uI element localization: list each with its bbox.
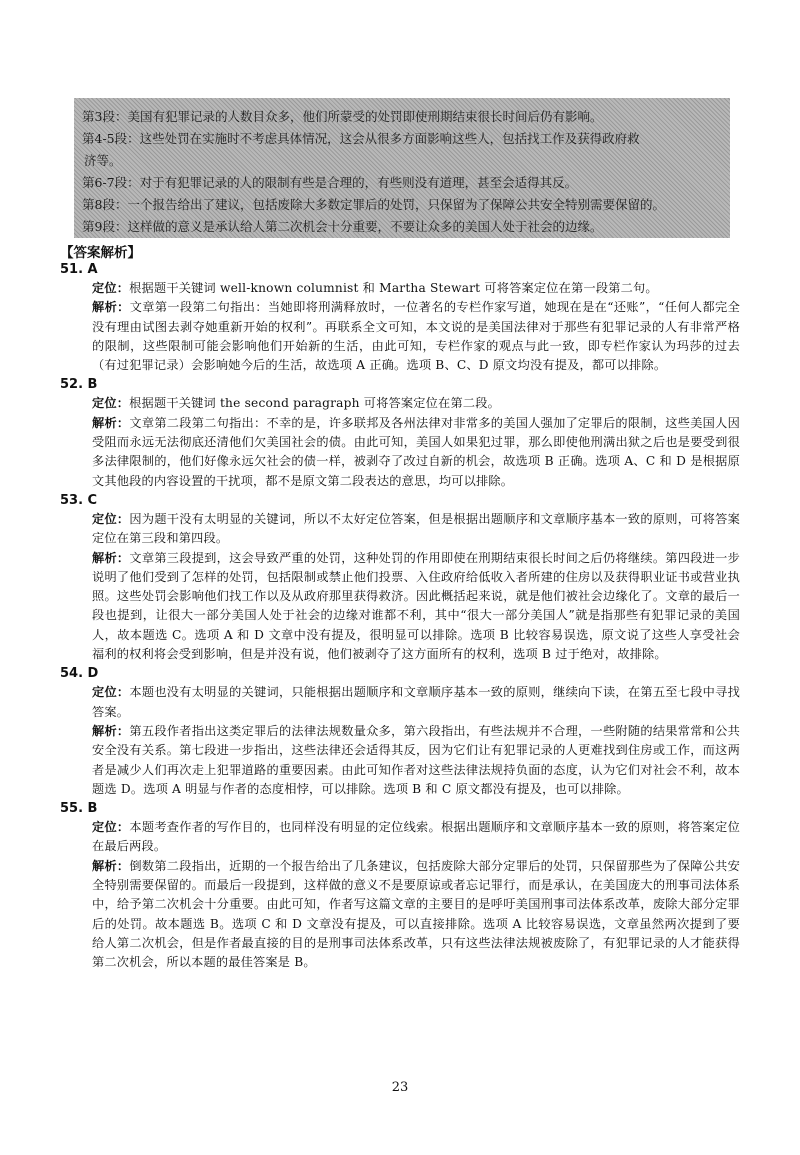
answer-block <box>60 491 740 664</box>
analysis-label: 解析： <box>92 300 130 315</box>
analysis-label: 解析： <box>92 550 130 565</box>
analysis-label: 解析： <box>92 858 130 873</box>
summary-line: 第9段：这样做的意义是承认给人第二次机会十分重要，不要让众多的美国人处于社会的边缘。 <box>82 219 603 234</box>
answer-explanations <box>60 260 740 973</box>
question-number: 54. D <box>60 666 99 682</box>
locate-paragraph <box>92 683 740 722</box>
analysis-text: 文章第一段第二句指出：当她即将刑满释放时，一位著名的专栏作家写道，她现在是在“还账”，“任何人都完全没有理由试图去剥夺她重新开始的权利”。再联系全文可知，本文说的是美国法律对于那些有犯罪记录的人有非常严格的限制，这些限制可能会影响他们开始新的生活，由此可知，专栏作家的观点与此一致，即专栏作家认为玛莎的过去（有过犯罪记录）会影响她今后的生活，故选项 A 正确。选项 B、C、D 原文均没有提及，都可以排除。 <box>92 300 740 373</box>
analysis-paragraph <box>92 857 740 973</box>
summary-line: 第8段：一个报告给出了建议，包括废除大多数定罪后的处罚，只保留为了保障公共安全特别需要保留的。 <box>82 197 665 212</box>
analysis-paragraph <box>92 722 740 799</box>
locate-label: 定位： <box>92 511 130 526</box>
answer-block <box>60 375 740 490</box>
page-number: 23 <box>391 1080 409 1095</box>
question-number: 53. C <box>60 492 98 508</box>
analysis-text: 倒数第二段指出，近期的一个报告给出了几条建议，包括废除大部分定罪后的处罚，只保留那些为了保障公共安全特别需要保留的。而最后一段提到，这样做的意义不是要原谅或者忘记罪行，而是承认，在美国庞大的刑事司法体系中，给予第二次机会十分重要。由此可知，作者写这篇文章的主要目的是呼吁美国刑事司法体系改革，废除大部分定罪后的处罚。故本题选 B。选项 C 和 D 文章没有提及，可以直接排除。选项 A 比较容易误选，文章虽然两次提到了要给人第二次机会，但是作者最直接的目的是刑事司法体系改革，只有这些法律法规被废除了，有犯罪记录的人才能获得第二次机会，所以本题的最佳答案是 B。 <box>92 858 740 970</box>
analysis-label: 解析： <box>92 415 130 430</box>
locate-label: 定位： <box>92 685 130 700</box>
analysis-text: 文章第三段提到，这会导致严重的处罚，这种处罚的作用即使在刑期结束很长时间之后仍将继续。第四段进一步说明了他们受到了怎样的处罚，包括限制或禁止他们投票、入住政府给低收入者所建的住房以及获得职业证书或营业执照。这些处罚会影响他们找工作以及从政府那里获得救济。因此概括起来说，就是他们被社会边缘化了。文章的最后一段也提到，让很大一部分美国人处于社会的边缘对谁都不利，其中“很大一部分美国人”就是指那些有犯罪记录的美国人，故本题选 C。选项 A 和 D 文章中没有提及，很明显可以排除。选项 B 比较容易误选，原文说了这些人享受社会福利的权利将会受到影响，但是并没有说，他们被剥夺了这方面所有的权利，选项 B 过于绝对，故排除。 <box>92 550 740 662</box>
answer-block <box>60 664 740 799</box>
locate-text: 因为题干没有太明显的关键词，所以不太好定位答案，但是根据出题顺序和文章顺序基本一致的原则，可将答案定位在第三段和第四段。 <box>92 511 740 546</box>
summary-line: 第3段：美国有犯罪记录的人数目众多，他们所蒙受的处罚即使刑期结束很长时间后仍有影响。 <box>82 109 603 124</box>
summary-line: 济等。 <box>84 153 122 168</box>
locate-paragraph <box>92 279 740 298</box>
analysis-paragraph <box>92 298 740 375</box>
locate-paragraph <box>92 510 740 549</box>
locate-text: 根据题干关键词 the second paragraph 可将答案定位在第二段。 <box>129 396 500 411</box>
locate-text: 根据题干关键词 well-known columnist 和 Martha Stewart 可将答案定位在第一段第二句。 <box>129 281 658 295</box>
question-number: 55. B <box>60 801 98 817</box>
locate-label: 定位： <box>92 396 130 411</box>
locate-label: 定位： <box>92 281 130 295</box>
summary-line: 第6-7段：对于有犯罪记录的人的限制有些是合理的，有些则没有道理，甚至会适得其反。 <box>82 175 578 190</box>
question-number: 52. B <box>60 377 98 393</box>
analysis-text: 第五段作者指出这类定罪后的法律法规数量众多，第六段指出，有些法规并不合理，一些附随的结果常常和公共安全没有关系。第七段进一步指出，这些法律还会适得其反，因为它们让有犯罪记录的人更难找到住房或工作，而这两者是减少人们再次走上犯罪道路的重要因素。由此可知作者对这些法律法规持负面的态度，认为它们对社会不利，故本题选 D。选项 A 明显与作者的态度相悖，可以排除。选项 B 和 C 原文都没有提及，也可以排除。 <box>92 723 740 796</box>
question-number: 51. A <box>60 262 98 277</box>
analysis-paragraph <box>92 414 740 491</box>
analysis-text: 文章第二段第二句指出：不幸的是，许多联邦及各州法律对非常多的美国人强加了定罪后的限制，这些美国人因受阻而永远无法彻底还清他们欠美国社会的债。由此可知，美国人如果犯过罪，那么即使他刑满出狱之后也是要受到很多法律限制的，他们好像永远欠社会的债一样，被剥夺了改过自新的机会，故选项 B 正确。选项 A、C 和 D 是根据原文其他段的内容设置的干扰项，都不是原文第二段表达的意思，均可以排除。 <box>92 415 740 488</box>
summary-line: 第4-5段：这些处罚在实施时不考虑具体情况，这会从很多方面影响这些人，包括找工作及获得政府救 <box>82 131 640 146</box>
analysis-paragraph <box>92 549 740 665</box>
paragraph-summary-box <box>74 98 730 238</box>
locate-text: 本题考查作者的写作目的，也同样没有明显的定位线索。根据出题顺序和文章顺序基本一致的原则，将答案定位在最后两段。 <box>92 820 740 854</box>
locate-paragraph <box>92 818 740 857</box>
answer-block <box>60 260 740 375</box>
section-title: 【答案解析】 <box>60 245 141 261</box>
locate-paragraph <box>92 394 740 413</box>
analysis-label: 解析： <box>92 723 130 738</box>
locate-label: 定位： <box>92 820 130 835</box>
answer-block <box>60 799 740 972</box>
locate-text: 本题也没有太明显的关键词，只能根据出题顺序和文章顺序基本一致的原则，继续向下读，在第五至七段中寻找答案。 <box>92 685 740 719</box>
